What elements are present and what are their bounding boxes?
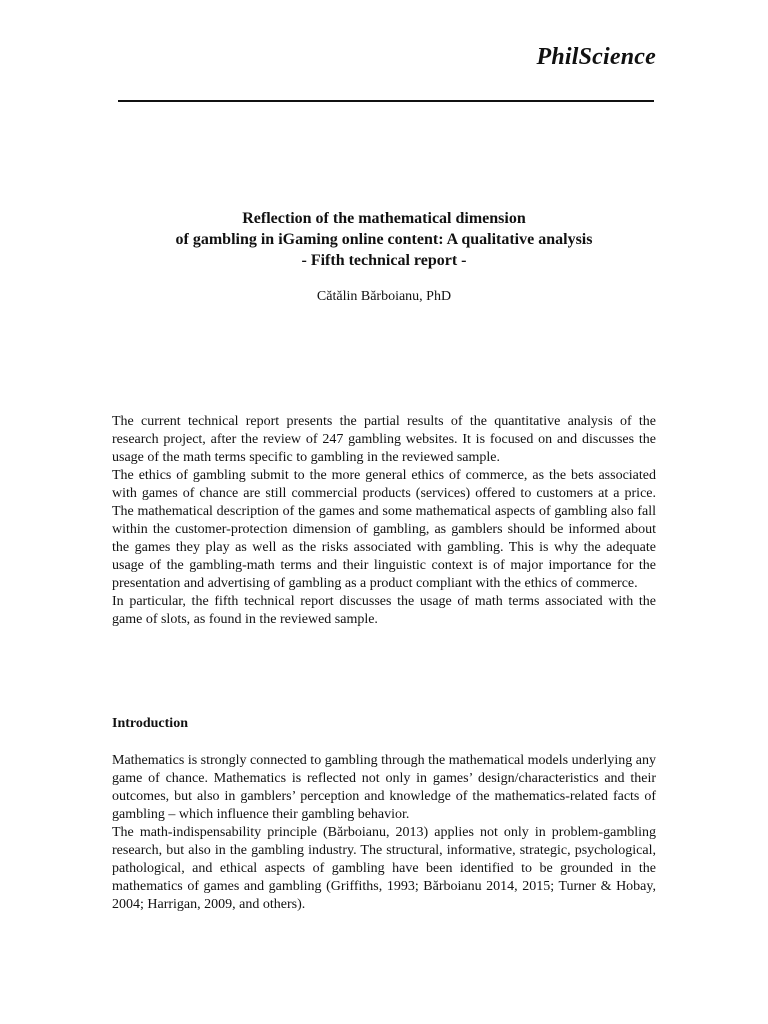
header-rule <box>118 100 654 102</box>
author-name: Cătălin Bărboianu, PhD <box>316 289 452 304</box>
abstract-paragraph-2: The ethics of gambling submit to the more general ethics of commerce, as the bets associated with games of chance are still commercial products (services) offered to customers at a price. The mathematical description of the games and some mathematical aspects of gambling also fall within the customer-protection dimension of gambling, as gamblers should be informed about the games they play as well as the risks associated with gambling. This is why the adequate usage of the gambling-math terms and their linguistic context is of major importance for the presentation and advertising of gambling as a product compliant with the ethics of commerce. <box>112 468 656 591</box>
intro-paragraph-1: Mathematics is strongly connected to gambling through the mathematical models underlying any game of chance. Mathematics is reflected not only in games’ design/characteristics and their outcomes, but also in gamblers’ perception and knowledge of the mathematics-related facts of gambling – which influence their gambling behavior. <box>112 753 656 822</box>
title-line-1: Reflection of the mathematical dimension <box>242 210 526 227</box>
abstract <box>112 413 656 629</box>
title-line-3: - Fifth technical report - <box>301 252 467 269</box>
section-heading-introduction: Introduction <box>112 716 188 731</box>
abstract-paragraph-3: In particular, the fifth technical report discusses the usage of math terms associated with the game of slots, as found in the reviewed sample. <box>112 594 656 627</box>
abstract-paragraph-1: The current technical report presents the partial results of the quantitative analysis of the research project, after the review of 247 gambling websites. It is focused on and discusses the usage of the math terms specific to gambling in the reviewed sample. <box>112 414 656 465</box>
journal-brand: PhilScience <box>536 44 656 70</box>
intro-paragraph-2: The math-indispensability principle (Bărboianu, 2013) applies not only in problem-gambling research, but also in the gambling industry. The structural, informative, strategic, psychological, pathological, and ethical aspects of gambling have been identified to be grounded in the mathematics of games and gambling (Griffiths, 1993; Bărboianu 2014, 2015; Turner & Hobay, 2004; Harrigan, 2009, and others). <box>112 825 656 912</box>
introduction-body <box>112 752 656 914</box>
paper-title <box>112 208 656 271</box>
title-line-2: of gambling in iGaming online content: A qualitative analysis <box>175 231 593 248</box>
